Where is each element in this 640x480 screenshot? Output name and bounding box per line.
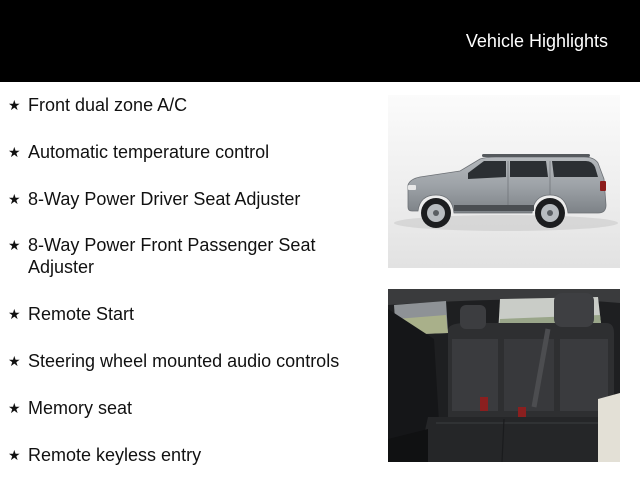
star-icon: ★ xyxy=(8,306,21,322)
feature-label: Automatic temperature control xyxy=(28,142,270,162)
interior-photo xyxy=(388,289,620,462)
list-item xyxy=(8,397,373,419)
star-icon: ★ xyxy=(8,191,21,207)
rear-seat-image xyxy=(388,289,620,462)
list-item xyxy=(8,188,373,210)
exterior-photo xyxy=(388,95,620,268)
header-bar xyxy=(0,0,640,82)
suv-exterior-image xyxy=(388,95,620,268)
star-icon: ★ xyxy=(8,400,21,416)
list-item xyxy=(8,234,373,278)
feature-label: Front dual zone A/C xyxy=(28,95,188,115)
list-item xyxy=(8,444,373,466)
list-item xyxy=(8,303,373,325)
list-item xyxy=(8,141,373,163)
feature-label: Memory seat xyxy=(28,398,133,418)
star-icon: ★ xyxy=(8,237,21,253)
star-icon: ★ xyxy=(8,447,21,463)
star-icon: ★ xyxy=(8,144,21,160)
list-item xyxy=(8,350,373,372)
feature-label: 8-Way Power Front Passenger Seat Adjuster xyxy=(28,235,316,277)
star-icon: ★ xyxy=(8,353,21,369)
feature-label: Remote Start xyxy=(28,304,135,324)
list-item xyxy=(8,94,373,116)
page-title: Vehicle Highlights xyxy=(465,31,608,51)
feature-label: Steering wheel mounted audio controls xyxy=(28,351,340,371)
feature-label: 8-Way Power Driver Seat Adjuster xyxy=(28,189,301,209)
feature-label: Remote keyless entry xyxy=(28,445,202,465)
star-icon: ★ xyxy=(8,97,21,113)
